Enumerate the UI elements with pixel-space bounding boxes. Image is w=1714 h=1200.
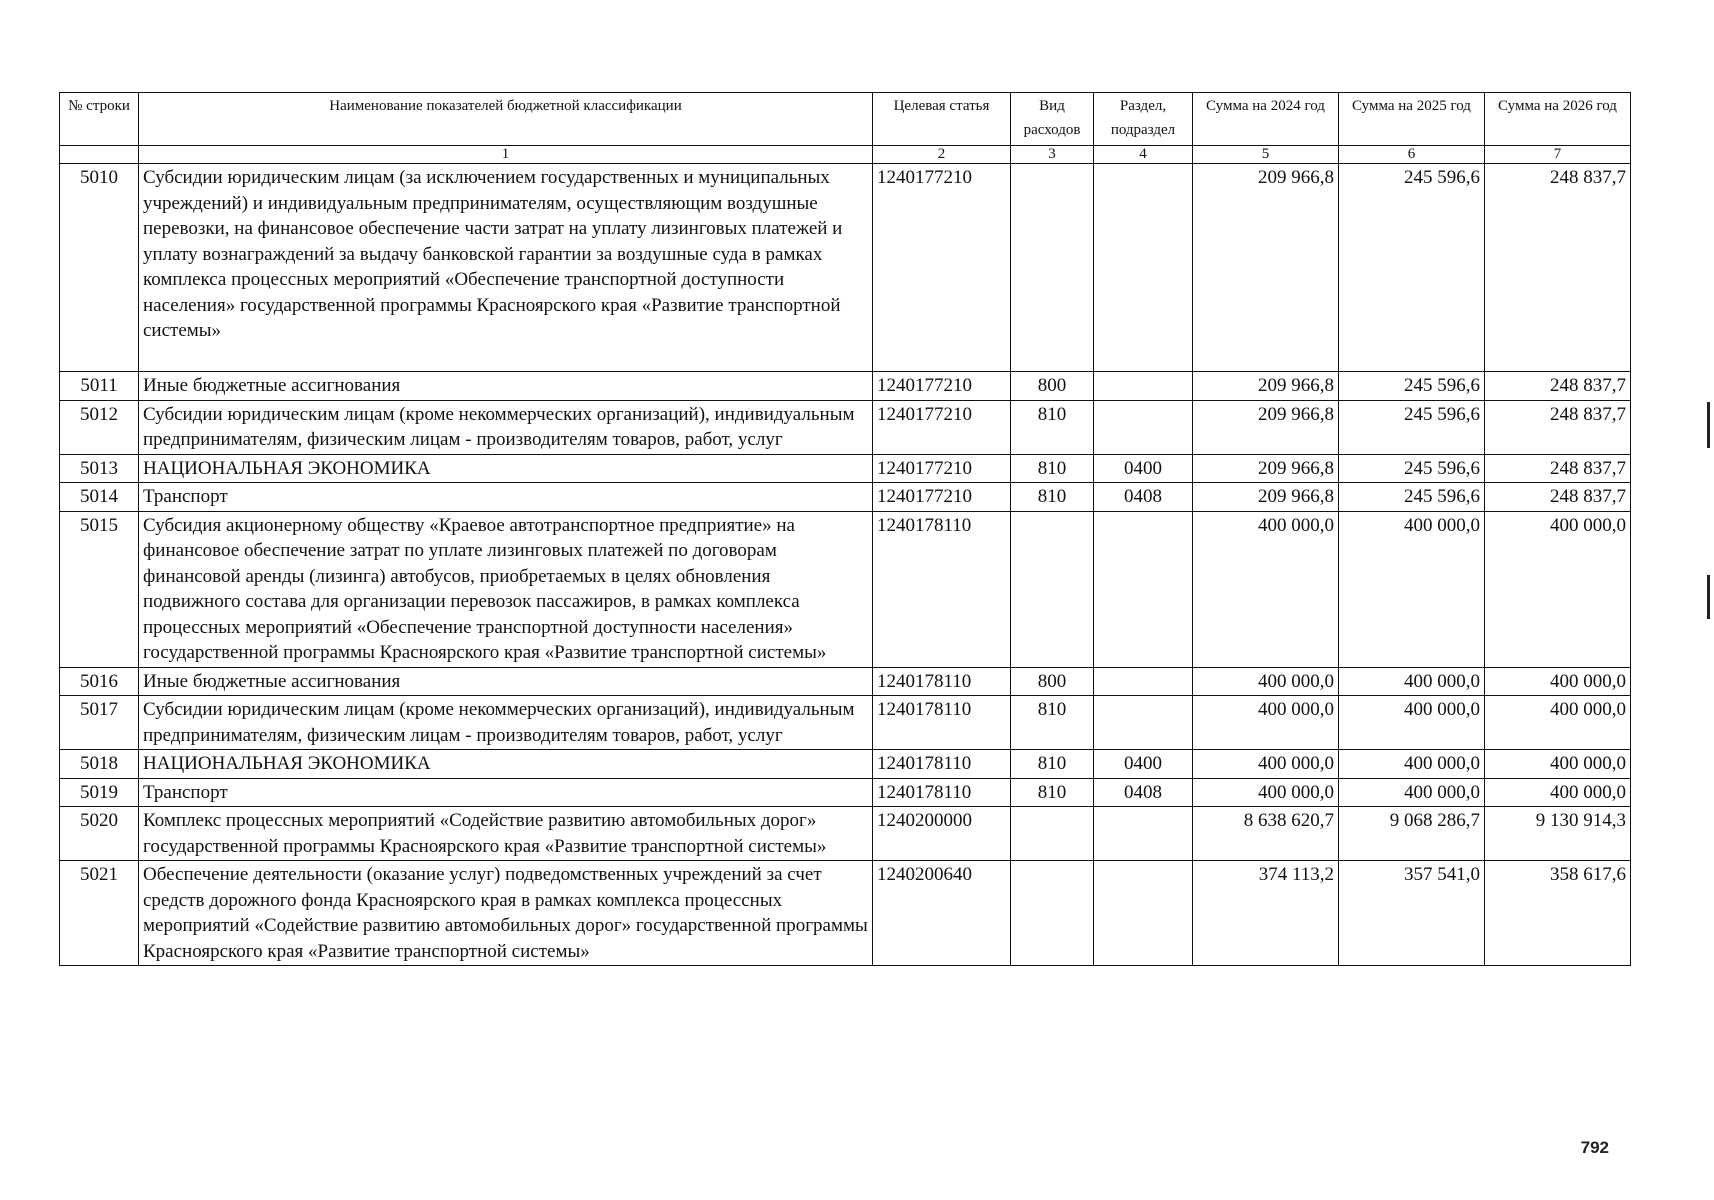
header-target-article: Целевая статья (873, 93, 1011, 146)
indicator-name: Комплекс процессных мероприятий «Содействие развитию автомобильных дорог» государственной программы Красноярского края «Развитие транспортной системы» (139, 807, 873, 861)
budget-table (59, 92, 1631, 966)
indicator-name: Обеспечение деятельности (оказание услуг) подведомственных учреждений за счет средств дорожного фонда Красноярского края в рамках комплекса процессных мероприятий «Содействие развитию автомобильных дорог» государственной программы Красноярского края «Развитие транспортной системы» (139, 861, 873, 966)
sum-2024: 209 966,8 (1193, 164, 1339, 372)
sum-2024: 400 000,0 (1193, 750, 1339, 779)
table-row (60, 483, 1631, 512)
table-row (60, 807, 1631, 861)
expense-type: 800 (1011, 667, 1094, 696)
sum-2026: 400 000,0 (1485, 696, 1631, 750)
expense-type: 810 (1011, 400, 1094, 454)
section-code (1094, 164, 1193, 372)
sum-2024: 209 966,8 (1193, 483, 1339, 512)
sum-2024: 8 638 620,7 (1193, 807, 1339, 861)
column-number: 6 (1339, 146, 1485, 164)
sum-2025: 400 000,0 (1339, 750, 1485, 779)
table-row (60, 454, 1631, 483)
target-article: 1240177210 (873, 372, 1011, 401)
sum-2026: 400 000,0 (1485, 511, 1631, 667)
expense-type: 810 (1011, 778, 1094, 807)
section-code: 0400 (1094, 454, 1193, 483)
target-article: 1240178110 (873, 667, 1011, 696)
target-article: 1240177210 (873, 164, 1011, 372)
header-expense-type: Вид расходов (1011, 93, 1094, 146)
header-sum-2026: Сумма на 2026 год (1485, 93, 1631, 146)
target-article: 1240178110 (873, 750, 1011, 779)
column-number: 7 (1485, 146, 1631, 164)
row-number: 5012 (60, 400, 139, 454)
column-number-blank (60, 146, 139, 164)
section-code (1094, 667, 1193, 696)
sum-2024: 400 000,0 (1193, 511, 1339, 667)
sum-2024: 209 966,8 (1193, 454, 1339, 483)
indicator-name: Субсидии юридическим лицам (кроме некоммерческих организаций), индивидуальным предпринимателям, физическим лицам - производителям товаров, работ, услуг (139, 696, 873, 750)
expense-type: 810 (1011, 750, 1094, 779)
column-number: 3 (1011, 146, 1094, 164)
row-number: 5018 (60, 750, 139, 779)
target-article: 1240178110 (873, 696, 1011, 750)
sum-2024: 400 000,0 (1193, 667, 1339, 696)
header-indicator-name: Наименование показателей бюджетной классификации (139, 93, 873, 146)
sum-2024: 400 000,0 (1193, 696, 1339, 750)
sum-2025: 245 596,6 (1339, 454, 1485, 483)
row-number: 5019 (60, 778, 139, 807)
target-article: 1240177210 (873, 483, 1011, 512)
sum-2025: 245 596,6 (1339, 372, 1485, 401)
row-number: 5010 (60, 164, 139, 372)
section-code (1094, 696, 1193, 750)
indicator-name: Субсидии юридическим лицам (кроме некоммерческих организаций), индивидуальным предпринимателям, физическим лицам - производителям товаров, работ, услуг (139, 400, 873, 454)
sum-2026: 400 000,0 (1485, 667, 1631, 696)
column-number: 1 (139, 146, 873, 164)
expense-type (1011, 807, 1094, 861)
sum-2024: 209 966,8 (1193, 400, 1339, 454)
column-number-row (60, 146, 1631, 164)
scan-margin-mark (1707, 575, 1710, 619)
indicator-name: Субсидии юридическим лицам (за исключением государственных и муниципальных учреждений) и индивидуальным предпринимателям, осуществляющим воздушные перевозки, на финансовое обеспечение части затрат на уплату лизинговых платежей и уплату вознаграждений за выдачу банковской гарантии за воздушные суда в рамках комплекса процессных мероприятий «Обеспечение транспортной доступности населения» государственной программы Красноярского края «Развитие транспортной системы» (139, 164, 873, 372)
expense-type: 810 (1011, 696, 1094, 750)
table-row (60, 400, 1631, 454)
expense-type (1011, 861, 1094, 966)
table-row (60, 778, 1631, 807)
page-number: 792 (1580, 1138, 1609, 1157)
table-row (60, 667, 1631, 696)
indicator-name: Субсидия акционерному обществу «Краевое автотранспортное предприятие» на финансовое обеспечение затрат по уплате лизинговых платежей по договорам финансовой аренды (лизинга) автобусов, приобретаемых в целях обновления подвижного состава для организации перевозок пассажиров, в рамках комплекса процессных мероприятий «Обеспечение транспортной доступности населения» государственной программы Красноярского края «Развитие транспортной системы» (139, 511, 873, 667)
sum-2026: 248 837,7 (1485, 400, 1631, 454)
indicator-name: Транспорт (139, 778, 873, 807)
header-row-number: № строки (60, 93, 139, 146)
target-article: 1240200640 (873, 861, 1011, 966)
target-article: 1240178110 (873, 778, 1011, 807)
table-header-row (60, 93, 1631, 146)
table-row (60, 696, 1631, 750)
table-row (60, 750, 1631, 779)
section-code: 0408 (1094, 483, 1193, 512)
sum-2025: 400 000,0 (1339, 667, 1485, 696)
sum-2026: 248 837,7 (1485, 483, 1631, 512)
indicator-name: Иные бюджетные ассигнования (139, 372, 873, 401)
sum-2024: 400 000,0 (1193, 778, 1339, 807)
sum-2025: 400 000,0 (1339, 511, 1485, 667)
sum-2026: 248 837,7 (1485, 454, 1631, 483)
sum-2025: 9 068 286,7 (1339, 807, 1485, 861)
row-number: 5011 (60, 372, 139, 401)
sum-2024: 374 113,2 (1193, 861, 1339, 966)
scan-margin-mark (1707, 402, 1710, 448)
header-sum-2024: Сумма на 2024 год (1193, 93, 1339, 146)
table-row (60, 861, 1631, 966)
expense-type (1011, 164, 1094, 372)
expense-type (1011, 511, 1094, 667)
row-number: 5016 (60, 667, 139, 696)
column-number: 2 (873, 146, 1011, 164)
section-code (1094, 372, 1193, 401)
target-article: 1240177210 (873, 400, 1011, 454)
sum-2025: 400 000,0 (1339, 696, 1485, 750)
sum-2024: 209 966,8 (1193, 372, 1339, 401)
expense-type: 810 (1011, 483, 1094, 512)
sum-2026: 9 130 914,3 (1485, 807, 1631, 861)
section-code (1094, 807, 1193, 861)
section-code: 0400 (1094, 750, 1193, 779)
column-number: 4 (1094, 146, 1193, 164)
indicator-name: НАЦИОНАЛЬНАЯ ЭКОНОМИКА (139, 750, 873, 779)
target-article: 1240177210 (873, 454, 1011, 483)
table-row (60, 511, 1631, 667)
sum-2026: 248 837,7 (1485, 164, 1631, 372)
section-code (1094, 861, 1193, 966)
section-code: 0408 (1094, 778, 1193, 807)
sum-2025: 245 596,6 (1339, 164, 1485, 372)
row-number: 5015 (60, 511, 139, 667)
header-sum-2025: Сумма на 2025 год (1339, 93, 1485, 146)
sum-2025: 245 596,6 (1339, 400, 1485, 454)
sum-2025: 357 541,0 (1339, 861, 1485, 966)
indicator-name: НАЦИОНАЛЬНАЯ ЭКОНОМИКА (139, 454, 873, 483)
indicator-name: Транспорт (139, 483, 873, 512)
column-number: 5 (1193, 146, 1339, 164)
row-number: 5013 (60, 454, 139, 483)
table-row (60, 372, 1631, 401)
row-number: 5017 (60, 696, 139, 750)
target-article: 1240200000 (873, 807, 1011, 861)
sum-2025: 400 000,0 (1339, 778, 1485, 807)
row-number: 5020 (60, 807, 139, 861)
expense-type: 800 (1011, 372, 1094, 401)
sum-2026: 400 000,0 (1485, 778, 1631, 807)
sum-2025: 245 596,6 (1339, 483, 1485, 512)
sum-2026: 358 617,6 (1485, 861, 1631, 966)
header-section: Раздел, подраздел (1094, 93, 1193, 146)
expense-type: 810 (1011, 454, 1094, 483)
indicator-name: Иные бюджетные ассигнования (139, 667, 873, 696)
section-code (1094, 511, 1193, 667)
row-number: 5021 (60, 861, 139, 966)
table-row (60, 164, 1631, 372)
sum-2026: 400 000,0 (1485, 750, 1631, 779)
target-article: 1240178110 (873, 511, 1011, 667)
sum-2026: 248 837,7 (1485, 372, 1631, 401)
row-number: 5014 (60, 483, 139, 512)
section-code (1094, 400, 1193, 454)
